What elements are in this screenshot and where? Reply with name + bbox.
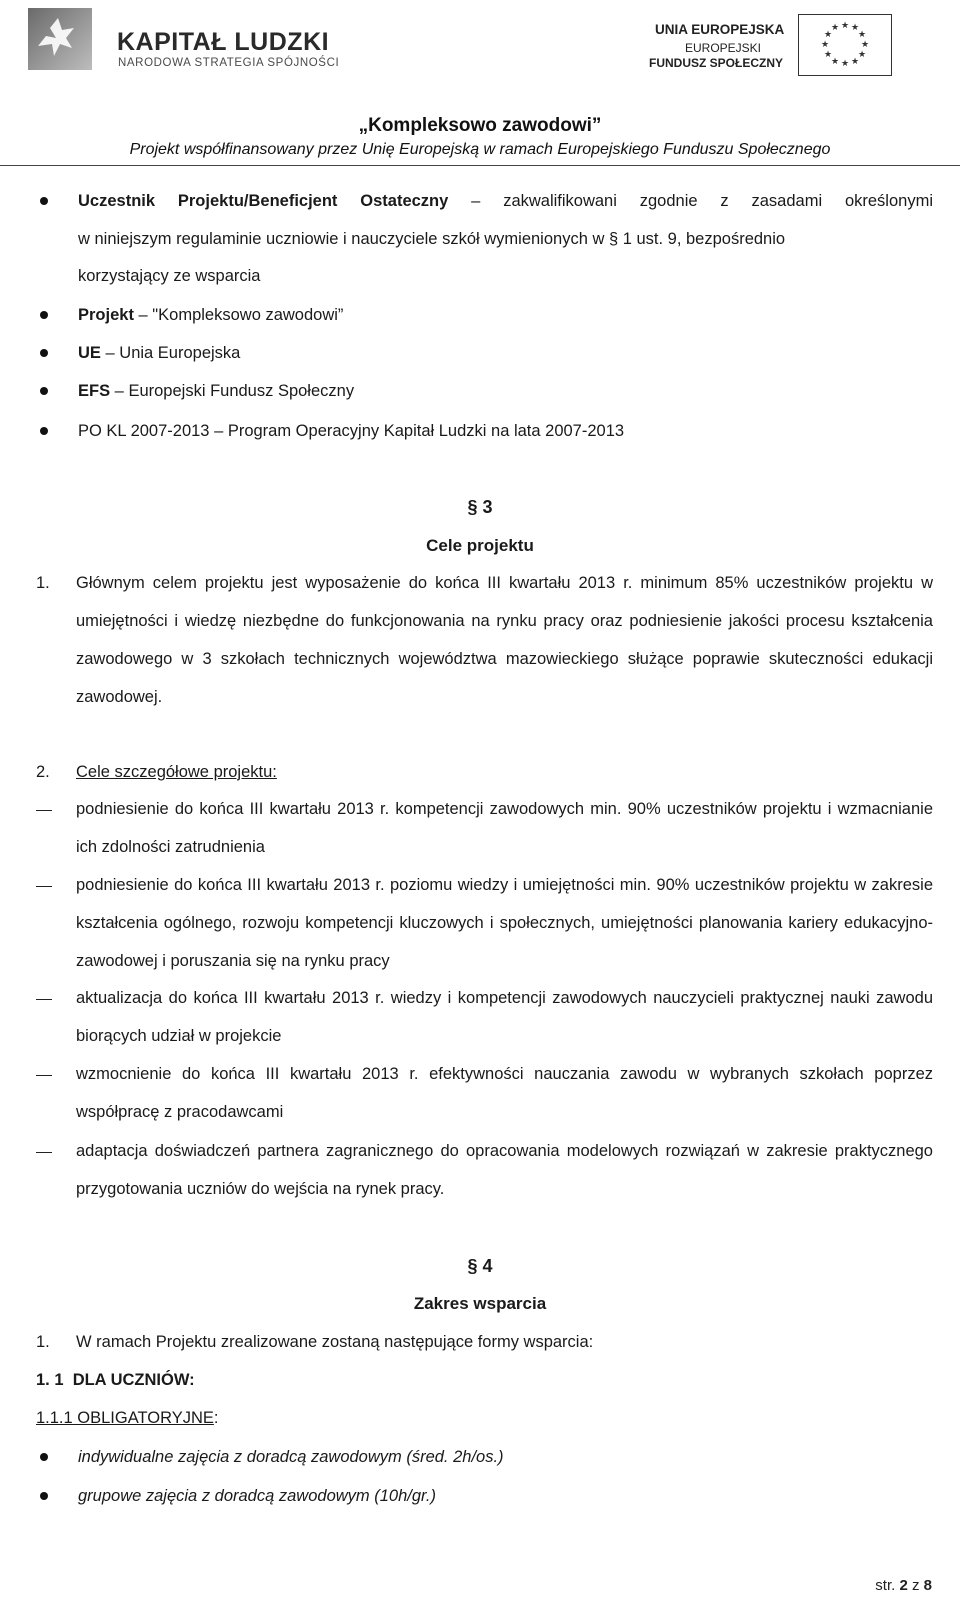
dash-icon bbox=[36, 886, 52, 887]
specific-goal-item: aktualizacja do końca III kwartału 2013 r. wiedzy i kompetencji zawodowych nauczycieli praktycznej nauki zawodu biorących udział w projekcie bbox=[76, 989, 933, 1045]
svg-text:★: ★ bbox=[858, 50, 867, 60]
definition-ue bbox=[78, 334, 938, 372]
bullet-icon bbox=[40, 197, 48, 205]
dash-icon bbox=[36, 1152, 52, 1153]
list-number: 1. bbox=[36, 574, 50, 592]
page-prefix: str. bbox=[875, 1577, 900, 1594]
star-graphic-icon bbox=[28, 8, 92, 70]
logo-right-line1: UNIA EUROPEJSKA bbox=[655, 22, 785, 37]
definition-text: zakwalifikowani zgodnie z zasadami określonymi bbox=[503, 192, 933, 210]
section-4-title: Zakres wsparcia bbox=[413, 1294, 547, 1313]
definition-participant bbox=[78, 182, 933, 220]
specific-goal-item: podniesienie do końca III kwartału 2013 r. poziomu wiedzy i umiejętności min. 90% uczestników projektu w zakresie kształcenia ogólnego, rozwoju kompetencji kluczowych i społecznych, umiejętności planowania kariery edukacyjno-zawodowej i poruszania się na rynku pracy bbox=[76, 876, 933, 970]
svg-text:★: ★ bbox=[831, 23, 840, 33]
definition-separator: – bbox=[100, 344, 120, 362]
svg-text:★: ★ bbox=[851, 23, 860, 33]
svg-text:★: ★ bbox=[841, 59, 850, 69]
definition-text: Europejski Fundusz Społeczny bbox=[128, 382, 355, 400]
bullet-icon bbox=[40, 387, 48, 395]
header-divider bbox=[0, 165, 960, 166]
section-3-title: Cele projektu bbox=[426, 536, 534, 555]
dash-icon bbox=[36, 1075, 52, 1076]
bullet-icon bbox=[40, 1492, 48, 1500]
svg-text:★: ★ bbox=[824, 50, 833, 60]
definition-project bbox=[78, 296, 938, 334]
logo-left-subtitle: NARODOWA STRATEGIA SPÓJNOŚCI bbox=[118, 57, 340, 69]
subsection-mandatory-label: 1.1.1 OBLIGATORYJNE bbox=[36, 1409, 214, 1427]
section-4-sign: § 4 bbox=[467, 1256, 493, 1276]
support-forms-intro: W ramach Projektu zrealizowane zostaną następujące formy wsparcia: bbox=[76, 1333, 594, 1351]
definition-separator: – bbox=[133, 306, 153, 324]
kapital-ludzki-logo bbox=[14, 4, 344, 72]
definition-term: UE bbox=[78, 344, 101, 362]
definition-continuation-line2: w niniejszym regulaminie uczniowie i nauczyciele szkół wymienionych w § 1 ust. 9, bezpośrednio bbox=[78, 230, 786, 248]
main-goal-text: Głównym celem projektu jest wyposażenie do końca III kwartału 2013 r. minimum 85% uczestników projektu w umiejętności i wiedzę niezbędne do funkcjonowania na rynku pracy oraz podniesienie jakości procesu kształcenia zawodowego w 3 szkołach technicznych województwa mazowieckiego służące poprawie skuteczności edukacji zawodowej. bbox=[76, 574, 933, 706]
subsection-mandatory bbox=[36, 1399, 636, 1437]
mandatory-item: indywidualne zajęcia z doradcą zawodowym (śred. 2h/os.) bbox=[78, 1448, 504, 1466]
svg-text:★: ★ bbox=[858, 30, 867, 40]
total-pages: 8 bbox=[923, 1577, 932, 1594]
definition-pokl: PO KL 2007-2013 – Program Operacyjny Kapitał Ludzki na lata 2007-2013 bbox=[78, 422, 625, 440]
page-number bbox=[875, 1577, 932, 1594]
list-number: 2. bbox=[36, 763, 50, 781]
definition-continuation-line3: korzystający ze wsparcia bbox=[78, 267, 261, 285]
dash-icon bbox=[36, 810, 52, 811]
definition-term: Projekt bbox=[78, 306, 134, 324]
logo-left-title: KAPITAŁ LUDZKI bbox=[117, 28, 330, 56]
eu-logo bbox=[649, 10, 945, 72]
svg-text:★: ★ bbox=[821, 40, 830, 50]
eu-flag-icon bbox=[798, 14, 892, 76]
page-header bbox=[0, 0, 960, 168]
svg-text:★: ★ bbox=[851, 57, 860, 67]
project-subtitle: Projekt współfinansowany przez Unię Europejską w ramach Europejskiego Funduszu Społecznego bbox=[129, 141, 831, 158]
svg-text:★: ★ bbox=[861, 40, 870, 50]
bullet-icon bbox=[40, 427, 48, 435]
bullet-icon bbox=[40, 1453, 48, 1461]
specific-goal-item: wzmocnienie do końca III kwartału 2013 r. efektywności nauczania zawodu w wybranych szkołach poprzez współpracę z pracodawcami bbox=[76, 1065, 933, 1121]
mandatory-item: grupowe zajęcia z doradcą zawodowym (10h/gr.) bbox=[78, 1487, 436, 1505]
definition-text: Unia Europejska bbox=[119, 344, 241, 362]
definition-efs bbox=[78, 372, 938, 410]
subsection-students: 1. 1 DLA UCZNIÓW: bbox=[36, 1371, 195, 1389]
subsection-mandatory-colon: : bbox=[213, 1409, 219, 1427]
dash-icon bbox=[36, 999, 52, 1000]
svg-text:★: ★ bbox=[824, 30, 833, 40]
specific-goals-heading: Cele szczegółowe projektu: bbox=[76, 763, 277, 781]
logo-right-line3: FUNDUSZ SPOŁECZNY bbox=[649, 56, 784, 70]
specific-goal-item: adaptacja doświadczeń partnera zagranicznego do opracowania modelowych rozwiązań w zakresie praktycznego przygotowania uczniów do wejścia na rynek pracy. bbox=[76, 1142, 933, 1198]
definition-term: Uczestnik Projektu/Beneficjent Ostateczny bbox=[78, 192, 449, 210]
definition-separator: – bbox=[110, 382, 129, 400]
specific-goal-item: podniesienie do końca III kwartału 2013 r. kompetencji zawodowych min. 90% uczestników projektu i wzmacnianie ich zdolności zatrudnienia bbox=[76, 800, 933, 856]
svg-text:★: ★ bbox=[841, 21, 850, 31]
bullet-icon bbox=[40, 349, 48, 357]
current-page: 2 bbox=[899, 1577, 908, 1594]
section-3-sign: § 3 bbox=[467, 497, 493, 517]
logo-right-line2: EUROPEJSKI bbox=[685, 41, 762, 55]
definition-text: "Kompleksowo zawodowi” bbox=[152, 306, 344, 324]
definition-term: EFS bbox=[78, 382, 111, 400]
bullet-icon bbox=[40, 311, 48, 319]
page-separator: z bbox=[907, 1577, 924, 1594]
svg-text:★: ★ bbox=[831, 57, 840, 67]
project-title: „Kompleksowo zawodowi” bbox=[358, 115, 602, 136]
definition-separator: – bbox=[448, 192, 504, 210]
list-number: 1. bbox=[36, 1333, 50, 1351]
